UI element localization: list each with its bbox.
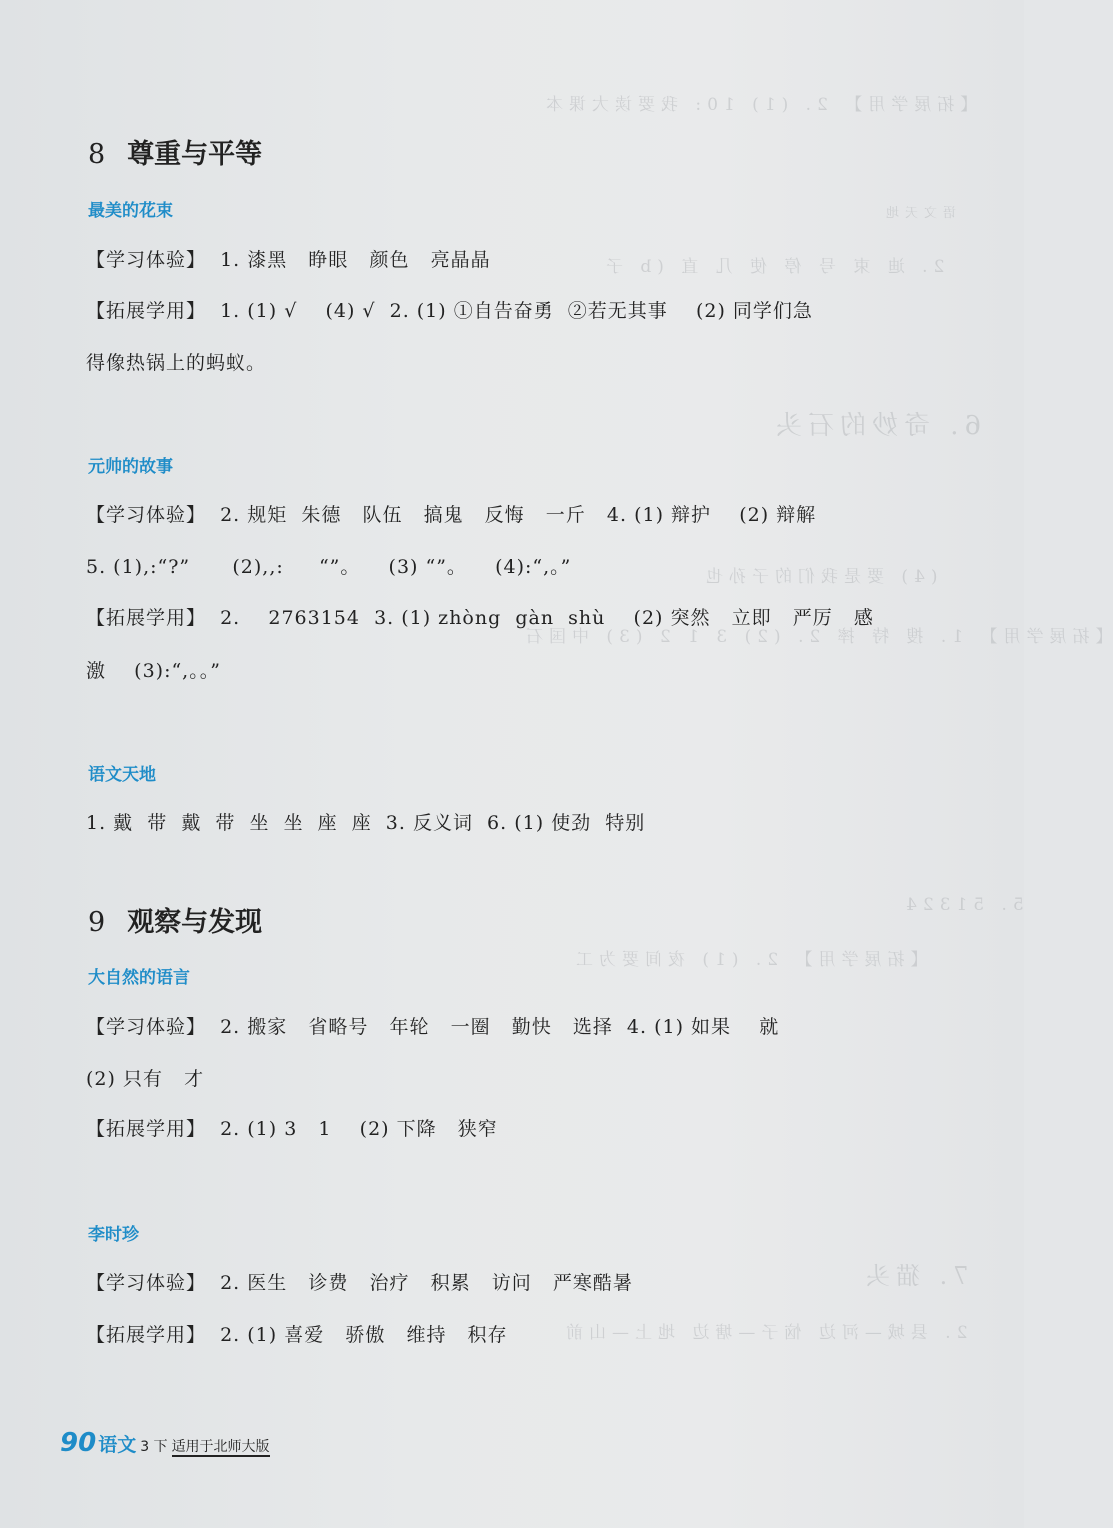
answer-line: 【拓展学用】 1. (1) √ (4) √ 2. (1) ①自告奋勇 ②若无其事 (2) 同学们急 bbox=[86, 300, 813, 322]
answer-line: 得像热锅上的蚂蚁。 bbox=[86, 352, 267, 374]
answer-line: 【学习体验】 1. 漆黑 睁眼 颜色 亮晶晶 bbox=[86, 249, 491, 271]
bleed-through-text: 5. 51324 bbox=[900, 895, 1024, 915]
section-title: 最美的花束 bbox=[88, 201, 173, 221]
section-title: 李时珍 bbox=[88, 1225, 139, 1245]
chapter-number: 9 bbox=[88, 907, 106, 938]
bleed-through-text: 【拓展学用】 2. (1) 10: 我要读大课本 bbox=[540, 95, 978, 115]
chapter-heading bbox=[88, 132, 262, 171]
page-footer bbox=[60, 1428, 270, 1458]
edition-label: 适用于北师大版 bbox=[171, 1439, 270, 1455]
answer-line: 【拓展学用】 2. (1) 3 1 (2) 下降 狭窄 bbox=[86, 1118, 498, 1140]
bleed-through-text: 【拓展学用】 1. 搜 特 摔 2. (2) 3 1 2 (3) 中国石 bbox=[520, 627, 1113, 647]
bleed-through-text: 2. 县城—河边 恼子—塘边 地上—山前 bbox=[560, 1323, 968, 1343]
bleed-through-text: 2. 迪 束 号 停 使 几 直 (b 子 bbox=[600, 257, 945, 277]
answer-line: (2) 只有 才 bbox=[86, 1068, 205, 1090]
answer-line: 【拓展学用】 2. 2763154 3. (1) zhòng gàn shù (2) 突然 立即 严厉 感 bbox=[86, 607, 874, 629]
bleed-through-text: (4) 要是我们的子孙也 bbox=[700, 567, 938, 587]
answer-line: 5. (1),:“?” (2),,: “”。 (3) “”。 (4):“,。” bbox=[86, 556, 572, 578]
page-number: 90 bbox=[60, 1428, 97, 1458]
bleed-through-text: 6. 奇妙的石头 bbox=[770, 411, 982, 441]
answer-line: 【学习体验】 2. 医生 诊费 治疗 积累 访问 严寒酷暑 bbox=[86, 1272, 633, 1294]
answer-line: 【拓展学用】 2. (1) 喜爱 骄傲 维持 积存 bbox=[86, 1324, 508, 1346]
answer-line: 【学习体验】 2. 规矩 朱德 队伍 搞鬼 反悔 一斤 4. (1) 辩护 (2) 辩解 bbox=[86, 504, 817, 526]
subject-label: 语文 bbox=[98, 1434, 137, 1456]
bleed-through-text: 语文天地 bbox=[880, 206, 957, 221]
chapter-number: 8 bbox=[88, 139, 106, 170]
bleed-through-text: 7. 猫头 bbox=[860, 1262, 969, 1290]
answer-line: 激 (3):“,。。” bbox=[86, 660, 221, 682]
answer-line: 1. 戴 带 戴 带 坐 坐 座 座 3. 反义词 6. (1) 使劲 特别 bbox=[86, 812, 646, 834]
chapter-title: 尊重与平等 bbox=[127, 139, 263, 170]
answer-line: 【学习体验】 2. 搬家 省略号 年轮 一圈 勤快 选择 4. (1) 如果 就 bbox=[86, 1016, 780, 1038]
chapter-title: 观察与发现 bbox=[127, 907, 263, 938]
chapter-heading bbox=[88, 900, 262, 939]
bleed-through-text: 【拓展学用】 2. (1) 夜间要为工 bbox=[570, 950, 928, 970]
grade-label: 3 下 bbox=[140, 1439, 168, 1455]
section-title: 元帅的故事 bbox=[88, 457, 173, 477]
section-title: 语文天地 bbox=[88, 765, 156, 785]
section-title: 大自然的语言 bbox=[88, 968, 190, 988]
